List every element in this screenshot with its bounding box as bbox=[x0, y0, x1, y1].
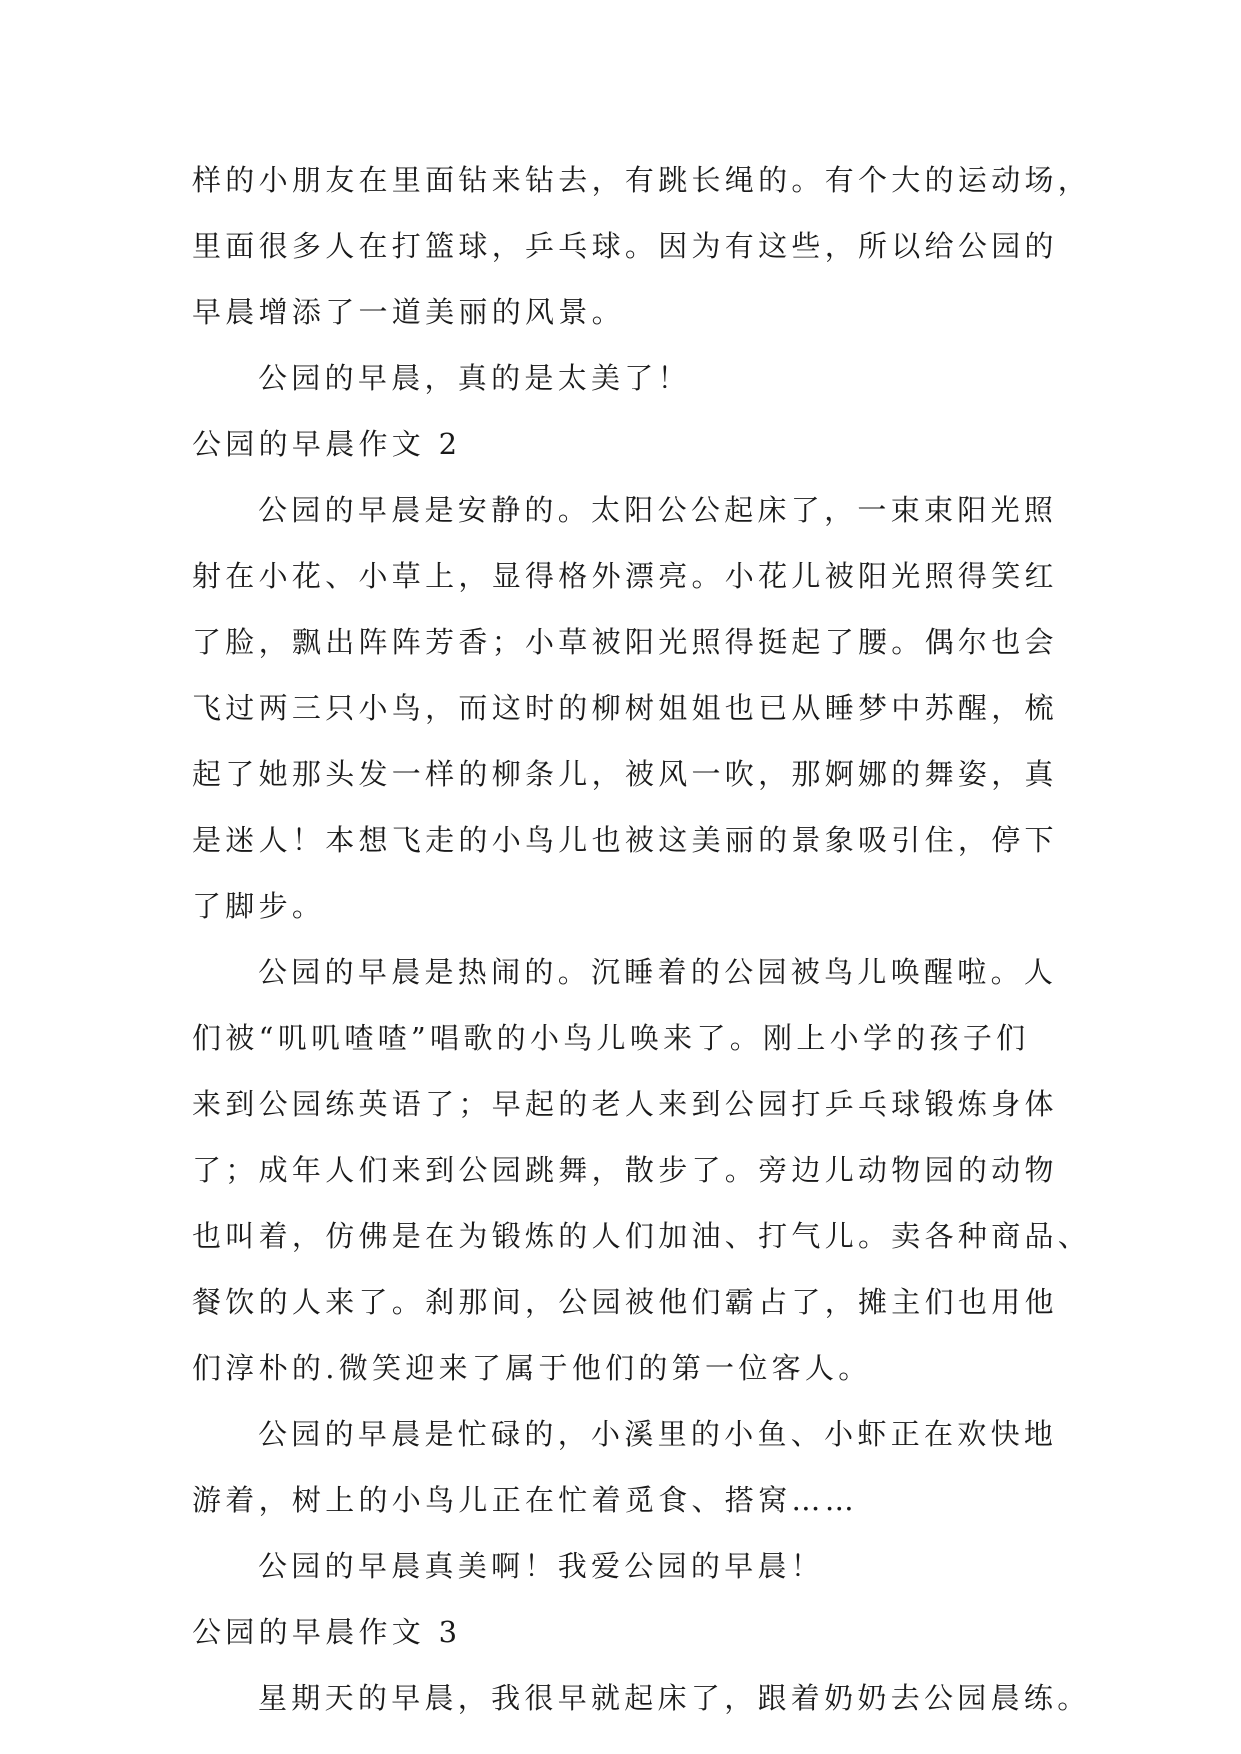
text-line: 了脸，飘出阵阵芳香；小草被阳光照得挺起了腰。偶尔也会 bbox=[192, 625, 1058, 659]
paragraph-line: 公园的早晨，真的是太美了！ bbox=[258, 361, 691, 395]
text-line: 来到公园练英语了；早起的老人来到公园打乒乓球锻炼身体 bbox=[192, 1087, 1058, 1121]
text-line: 餐饮的人来了。刹那间，公园被他们霸占了，摊主们也用他 bbox=[192, 1285, 1058, 1319]
text-line: 飞过两三只小鸟，而这时的柳树姐姐也已从睡梦中苏醒，梳 bbox=[192, 691, 1058, 725]
text-line: 里面很多人在打篮球，乒乓球。因为有这些，所以给公园的 bbox=[192, 229, 1058, 263]
paragraph-line: 公园的早晨是热闹的。沉睡着的公园被鸟儿唤醒啦。人 bbox=[258, 955, 1058, 989]
text-line: 们淳朴的.微笑迎来了属于他们的第一位客人。 bbox=[192, 1351, 872, 1385]
paragraph-line: 公园的早晨真美啊！我爱公园的早晨！ bbox=[258, 1549, 825, 1583]
text-line: 样的小朋友在里面钻来钻去，有跳长绳的。有个大的运动场， bbox=[192, 163, 1092, 197]
text-line: 起了她那头发一样的柳条儿，被风一吹，那婀娜的舞姿，真 bbox=[192, 757, 1058, 791]
text-line: 射在小花、小草上，显得格外漂亮。小花儿被阳光照得笑红 bbox=[192, 559, 1058, 593]
text-line: 游着，树上的小鸟儿正在忙着觅食、搭窝…… bbox=[192, 1483, 859, 1517]
paragraph-line: 公园的早晨是安静的。太阳公公起床了，一束束阳光照 bbox=[258, 493, 1058, 527]
section-heading: 公园的早晨作文 2 bbox=[192, 427, 462, 461]
paragraph-line: 星期天的早晨，我很早就起床了，跟着奶奶去公园晨练。 bbox=[258, 1681, 1091, 1715]
document-body bbox=[192, 158, 1092, 1742]
section-heading: 公园的早晨作文 3 bbox=[192, 1615, 462, 1649]
text-line: 是迷人！本想飞走的小鸟儿也被这美丽的景象吸引住，停下 bbox=[192, 823, 1058, 857]
paragraph-line: 公园的早晨是忙碌的，小溪里的小鱼、小虾正在欢快地 bbox=[258, 1417, 1058, 1451]
text-line: 也叫着，仿佛是在为锻炼的人们加油、打气儿。卖各种商品、 bbox=[192, 1219, 1092, 1253]
text-line: 了；成年人们来到公园跳舞，散步了。旁边儿动物园的动物 bbox=[192, 1153, 1058, 1187]
text-line: 早晨增添了一道美丽的风景。 bbox=[192, 295, 625, 329]
text-line: 们被“叽叽喳喳”唱歌的小鸟儿唤来了。刚上小学的孩子们 bbox=[192, 1021, 1030, 1055]
text-line: 了脚步。 bbox=[192, 889, 326, 923]
